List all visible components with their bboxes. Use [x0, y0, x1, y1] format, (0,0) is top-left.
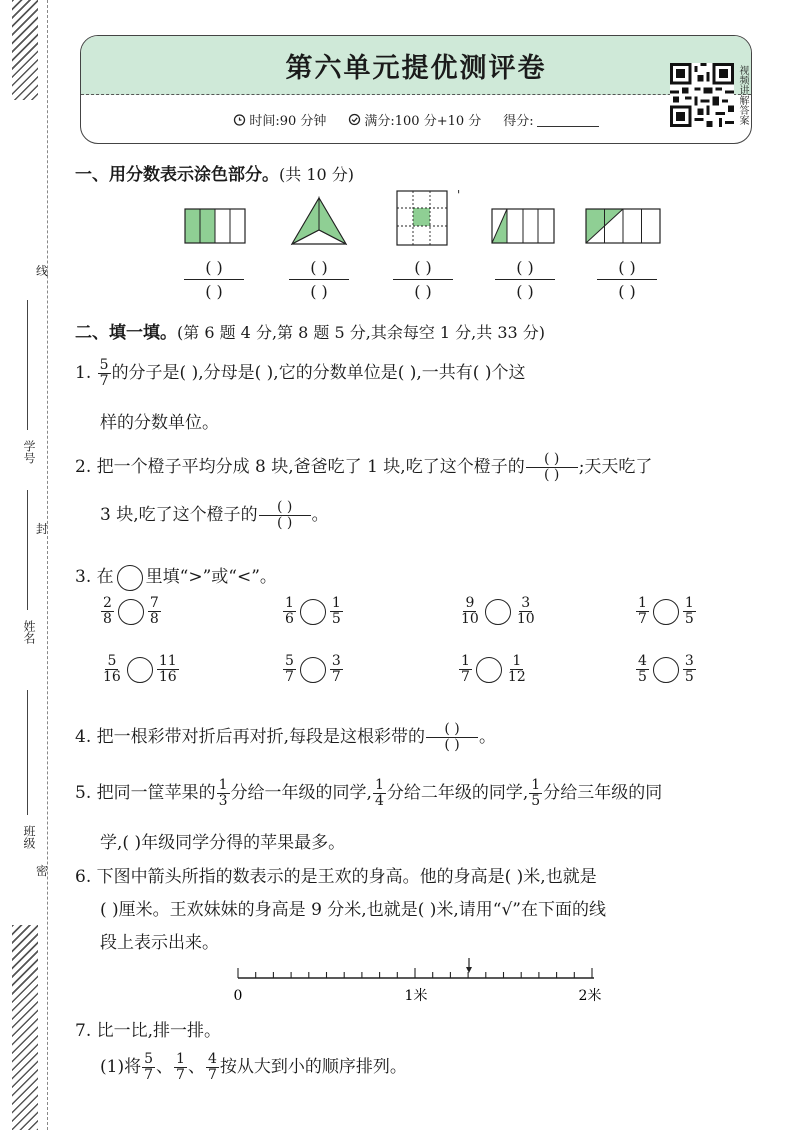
denominator: 6: [285, 611, 294, 627]
fraction-a: [101, 654, 123, 685]
numerator: 1: [176, 1051, 185, 1067]
denominator: 4: [374, 793, 384, 809]
numerator: 11: [158, 653, 177, 669]
denominator: 10: [516, 611, 535, 627]
qr-label: 视频讲解答案: [737, 65, 748, 125]
denominator: 5: [684, 669, 694, 685]
question-5-text-a: 把同一筐苹果的: [96, 783, 216, 803]
fraction: [373, 778, 386, 809]
separator: 、: [156, 1057, 174, 1077]
denominator: ( ): [276, 515, 293, 531]
binding-label-student-no: 学号: [22, 440, 36, 464]
question-2-cont: [100, 500, 329, 531]
comparison-item: [282, 654, 344, 685]
answer-denominator: ( ): [516, 282, 534, 301]
section-1-title: 一、用分数表示涂色部分。: [75, 165, 279, 185]
binding-label-name: 姓名: [22, 620, 36, 644]
question-number: 1.: [75, 363, 92, 383]
answer-denominator: ( ): [618, 282, 636, 301]
binding-label-line: 线: [36, 264, 49, 278]
score-label: 得分:: [503, 113, 534, 129]
shaded-rectangle-4: [491, 208, 555, 244]
question-5-text-d: 分给三年级的同: [543, 783, 663, 803]
numerator: 1: [331, 595, 341, 611]
section-2-title: 二、填一填。: [75, 323, 177, 343]
numerator: 3: [331, 653, 341, 669]
fraction: [217, 778, 230, 809]
numerator: 1: [531, 777, 541, 793]
binding-label-seal: 封: [36, 522, 49, 536]
question-7-sub-1: [100, 1052, 407, 1083]
question-number: 2.: [75, 457, 92, 477]
fraction-a: [101, 596, 114, 627]
binding-margin: [0, 0, 50, 1130]
denominator: ( ): [544, 467, 560, 483]
question-3-text: 在: [96, 567, 114, 587]
answer-fraction-blank[interactable]: [426, 722, 478, 753]
denominator: 3: [218, 793, 228, 809]
question-4: [75, 722, 496, 753]
comparison-item: [100, 654, 180, 685]
fraction-b: [506, 654, 528, 685]
numerator: 5: [285, 653, 294, 669]
numerator: 5: [107, 653, 117, 669]
numerator: 5: [99, 357, 109, 373]
fraction-a: [459, 596, 481, 627]
question-5-cont: 学,( )年级同学分得的苹果最多。: [100, 833, 346, 853]
numerator: ( ): [259, 500, 311, 516]
question-7: [75, 1016, 221, 1041]
numerator: 9: [465, 595, 475, 611]
header-banner: [80, 35, 752, 144]
denominator: 7: [99, 373, 109, 389]
denominator: 7: [331, 669, 341, 685]
answer-numerator: ( ): [393, 258, 453, 280]
numerator: 4: [638, 653, 647, 669]
sub-question-text: 按从大到小的顺序排列。: [219, 1057, 407, 1077]
numerator: 2: [103, 595, 112, 611]
question-3-text-b: 里填“>”或“<”。: [145, 567, 277, 587]
answer-numerator: ( ): [289, 258, 349, 280]
exam-info: [81, 95, 751, 143]
denominator: 5: [331, 611, 341, 627]
question-5-text-b: 分给一年级的同学,: [230, 783, 372, 803]
denominator: 5: [531, 793, 541, 809]
fraction: [174, 1052, 187, 1083]
shaded-grid: [396, 190, 448, 246]
numerator: 5: [144, 1051, 154, 1067]
numerator: 1: [461, 653, 470, 669]
full-score-text: 满分:100 分+10 分: [364, 113, 482, 129]
compare-circle-input[interactable]: [300, 657, 326, 683]
comparison-item: [635, 596, 697, 627]
numerator: 3: [521, 595, 531, 611]
numerator: 1: [374, 777, 384, 793]
question-1-text: 的分子是( ),分母是( ),它的分数单位是( ),一共有( )个这: [111, 363, 526, 383]
answer-denominator: ( ): [310, 282, 328, 301]
denominator: 5: [638, 669, 647, 685]
denominator: 7: [144, 1067, 154, 1083]
numerator: 7: [149, 595, 159, 611]
denominator: 7: [207, 1067, 217, 1083]
section-1-heading: [75, 160, 354, 185]
numerator: 1: [638, 595, 647, 611]
ruler-label-1m: 1米: [404, 988, 428, 1004]
comparison-item: [458, 596, 538, 627]
hatch-pattern-bottom: [12, 925, 38, 1130]
answer-numerator: ( ): [184, 258, 244, 280]
answer-fraction-blank[interactable]: [259, 500, 311, 531]
shaded-rectangle-5: [585, 208, 661, 244]
question-2-text: 把一个橙子平均分成 8 块,爸爸吃了 1 块,吃了这个橙子的: [96, 457, 525, 477]
answer-fraction-blank[interactable]: [526, 452, 578, 483]
question-6-line-3: 段上表示出来。: [100, 933, 219, 953]
denominator: 8: [103, 611, 112, 627]
binding-label-class: 班级: [22, 825, 36, 849]
question-number: 5.: [75, 783, 92, 803]
answer-fraction-5[interactable]: [597, 258, 657, 301]
numerator: 1: [512, 653, 522, 669]
circle-icon: [117, 565, 143, 591]
fraction-b: [330, 654, 343, 685]
section-2-note: (第 6 题 4 分,第 8 题 5 分,其余每空 1 分,共 33 分): [177, 323, 546, 342]
shaded-triangle: [290, 196, 348, 246]
fraction-b: [157, 654, 179, 685]
question-6: [75, 862, 597, 887]
denominator: 7: [638, 611, 647, 627]
denominator: 7: [176, 1067, 185, 1083]
question-2: [75, 452, 652, 483]
check-circle-icon: [348, 113, 361, 126]
numerator: 4: [207, 1051, 217, 1067]
fraction-b: [515, 596, 537, 627]
title-bar: [81, 36, 751, 95]
separator: 、: [187, 1057, 205, 1077]
fraction-a: [283, 596, 296, 627]
comparison-item: [282, 596, 344, 627]
numerator: 1: [285, 595, 294, 611]
question-4-text: 把一根彩带对折后再对折,每段是这根彩带的: [96, 727, 426, 747]
ruler-label-0: 0: [233, 988, 243, 1004]
question-7-text: 比一比,排一排。: [96, 1021, 222, 1041]
compare-circle-input[interactable]: [300, 599, 326, 625]
answer-fraction-1[interactable]: [184, 258, 244, 301]
fraction-b: [148, 596, 161, 627]
compare-circle-input[interactable]: [476, 657, 502, 683]
fraction: [206, 1052, 219, 1083]
qr-code-icon[interactable]: [670, 63, 734, 127]
hatch-pattern-top: [12, 0, 38, 100]
denominator: 12: [507, 669, 526, 685]
shaded-rectangle-1: [184, 208, 246, 244]
arrow-head-icon: [466, 967, 472, 973]
question-6-text-a: 下图中箭头所指的数表示的是王欢的身高。他的身高是( )米,也就是: [96, 867, 597, 887]
score-field[interactable]: [537, 112, 599, 127]
numerator: ( ): [526, 452, 578, 468]
denominator: 16: [103, 669, 121, 685]
numerator: 1: [684, 595, 694, 611]
fraction-a: [283, 654, 296, 685]
fraction-a: [636, 596, 649, 627]
answer-fraction-3[interactable]: [393, 258, 453, 301]
compare-circle-input[interactable]: [485, 599, 511, 625]
denominator: 5: [684, 611, 694, 627]
denominator: 10: [461, 611, 479, 627]
ruler-label-2m: 2米: [578, 988, 602, 1004]
question-2-text-c: 3 块,吃了这个橙子的: [100, 505, 258, 525]
fraction: [142, 1052, 155, 1083]
denominator: 7: [285, 669, 294, 685]
question-4-text-b: 。: [479, 727, 497, 747]
page-title: 第六单元提优测评卷: [285, 52, 547, 84]
name-field[interactable]: [27, 490, 28, 610]
time-info: [233, 110, 326, 129]
question-1: [75, 358, 525, 389]
section-2-heading: [75, 318, 545, 343]
sub-question-label: (1)将: [100, 1057, 142, 1077]
fraction-a: [459, 654, 472, 685]
binding-dashed-line: [47, 0, 48, 1130]
denominator: 7: [461, 669, 470, 685]
fraction: [98, 358, 111, 389]
numerator: 3: [684, 653, 694, 669]
answer-denominator: ( ): [414, 282, 432, 301]
question-6-line-2: ( )厘米。王欢妹妹的身高是 9 分米,也就是( )米,请用“√”在下面的线: [100, 900, 606, 920]
question-3: [75, 562, 277, 591]
question-5: [75, 778, 662, 809]
answer-denominator: ( ): [205, 282, 223, 301]
question-5-text-c: 分给二年级的同学,: [386, 783, 529, 803]
class-field[interactable]: [27, 690, 28, 815]
binding-label-seal2: 密: [36, 864, 49, 878]
compare-circle-input[interactable]: [118, 599, 144, 625]
question-2-text-b: ;天天吃了: [578, 457, 653, 477]
fraction: [529, 778, 542, 809]
question-number: 3.: [75, 567, 92, 587]
comparison-item: [458, 654, 529, 685]
clock-icon: [233, 113, 246, 126]
denominator: 8: [149, 611, 159, 627]
question-number: 6.: [75, 867, 92, 887]
fraction-b: [683, 596, 696, 627]
numerator: ( ): [426, 722, 478, 738]
answer-numerator: ( ): [495, 258, 555, 280]
denominator: 16: [158, 669, 177, 685]
answer-numerator: ( ): [597, 258, 657, 280]
obtained-score: [503, 110, 598, 129]
question-number: 4.: [75, 727, 92, 747]
fraction-b: [683, 654, 696, 685]
question-2-text-d: 。: [311, 505, 329, 525]
question-number: 7.: [75, 1021, 92, 1041]
compare-circle-input[interactable]: [653, 657, 679, 683]
answer-fraction-2[interactable]: [289, 258, 349, 301]
answer-fraction-4[interactable]: [495, 258, 555, 301]
stray-mark: ': [457, 188, 461, 202]
comparison-item: [635, 654, 697, 685]
fraction-a: [636, 654, 649, 685]
numerator: 1: [218, 777, 228, 793]
score-info: [348, 110, 481, 129]
student-no-field[interactable]: [27, 300, 28, 430]
compare-circle-input[interactable]: [653, 599, 679, 625]
section-1-note: (共 10 分): [279, 165, 355, 184]
fraction-b: [330, 596, 343, 627]
denominator: ( ): [444, 737, 460, 753]
time-text: 时间:90 分钟: [249, 113, 327, 129]
comparison-item: [100, 596, 162, 627]
question-1-cont: 样的分数单位。: [100, 413, 219, 433]
compare-circle-input[interactable]: [127, 657, 153, 683]
number-line-ruler[interactable]: [228, 956, 608, 1008]
